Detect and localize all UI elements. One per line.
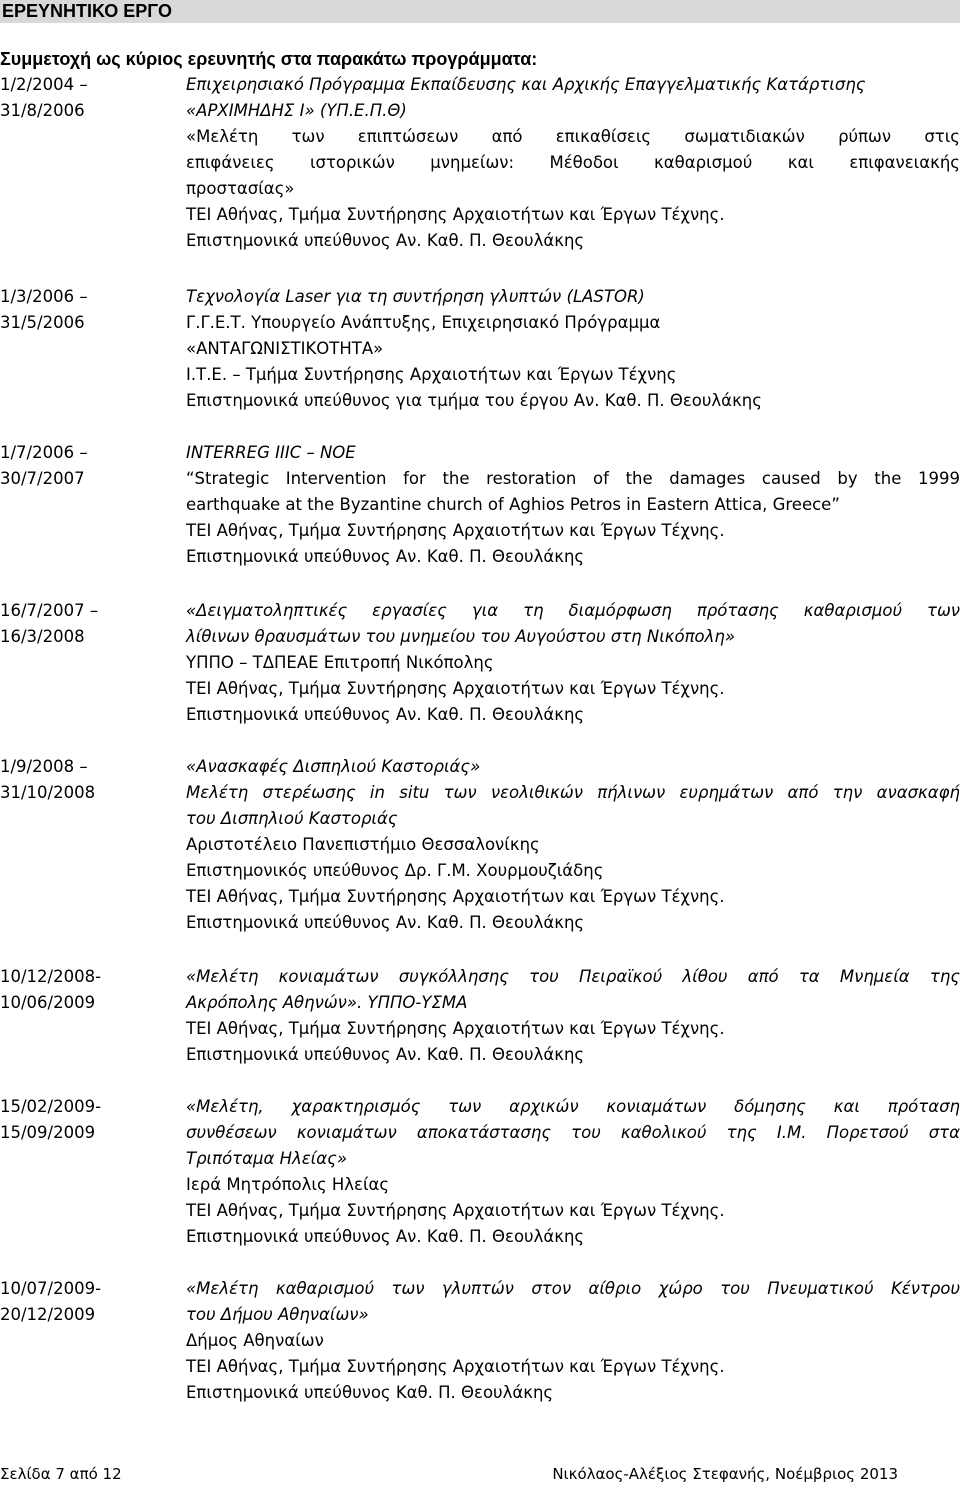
funding-body: ΥΠΠΟ – ΤΔΠΕΑΕ Επιτροπή Νικόπολης — [186, 653, 494, 672]
funding-body: Δήμος Αθηναίων — [186, 1331, 324, 1350]
date-start: 1/7/2006 – — [0, 443, 88, 462]
funding-body: Ιερά Μητρόπολις Ηλείας — [186, 1175, 390, 1194]
supervisor: Επιστημονικά υπεύθυνος Αν. Καθ. Π. Θεουλάκης — [186, 547, 585, 566]
funding-body: Γ.Γ.Ε.Τ. Υπουργείο Ανάπτυξης, Επιχειρησιακό Πρόγραμμα — [186, 313, 661, 332]
entry-description — [186, 598, 960, 728]
entry-dates — [0, 1094, 180, 1146]
partner-institution: Αριστοτέλειο Πανεπιστήμιο Θεσσαλονίκης — [186, 835, 540, 854]
program-name: INTERREG IIIC – NOE — [186, 443, 356, 462]
partner-supervisor: Επιστημονικός υπεύθυνος Δρ. Γ.Μ. Χουρμουζιάδης — [186, 861, 604, 880]
date-end: 30/7/2007 — [0, 469, 85, 488]
date-start: 1/9/2008 – — [0, 757, 88, 776]
date-end: 10/06/2009 — [0, 993, 96, 1012]
project-title-end: προστασίας» — [186, 179, 295, 198]
entry-dates — [0, 754, 180, 806]
project-title: «Μελέτη των επιπτώσεων από επικαθίσεις σωματιδιακών ρύπων στις — [186, 127, 960, 146]
supervisor: Επιστημονικά υπεύθυνος Αν. Καθ. Π. Θεουλάκης — [186, 1045, 585, 1064]
institution: ΤΕΙ Αθήνας, Τμήμα Συντήρησης Αρχαιοτήτων και Έργων Τέχνης. — [186, 1357, 725, 1376]
date-start: 10/12/2008- — [0, 967, 102, 986]
project-title: «Μελέτη κονιαμάτων συγκόλλησης του Πειραϊκού λίθου από τα Μνημεία της — [186, 967, 960, 986]
institution: ΤΕΙ Αθήνας, Τμήμα Συντήρησης Αρχαιοτήτων και Έργων Τέχνης. — [186, 679, 725, 698]
project-title: «Δειγματοληπτικές εργασίες για τη διαμόρφωση πρότασης καθαρισμού των — [186, 601, 960, 620]
entry-description — [186, 72, 960, 254]
entry-dates — [0, 72, 180, 124]
project-subtitle: Μελέτη στερέωσης in situ των νεολιθικών πήλινων ευρημάτων από την ανασκαφή — [186, 783, 960, 802]
entry-dates — [0, 284, 180, 336]
project-title: «Μελέτη καθαρισμού των γλυπτών στον αίθριο χώρο του Πνευματικού Κέντρου — [186, 1279, 960, 1298]
institution: ΤΕΙ Αθήνας, Τμήμα Συντήρησης Αρχαιοτήτων και Έργων Τέχνης. — [186, 205, 725, 224]
supervisor: Επιστημονικά υπεύθυνος Αν. Καθ. Π. Θεουλάκης — [186, 231, 585, 250]
author-date: Νικόλαος-Αλέξιος Στεφανής, Νοέμβριος 2013 — [552, 1465, 898, 1483]
entry-description — [186, 754, 960, 936]
entry-description — [186, 1094, 960, 1250]
institution: Ι.Τ.Ε. – Τμήμα Συντήρησης Αρχαιοτήτων και Έργων Τέχνης — [186, 365, 677, 384]
entry-dates — [0, 964, 180, 1016]
section-heading: ΕΡΕΥΝΗΤΙΚΟ ΕΡΓΟ — [0, 0, 960, 23]
entry-description — [186, 284, 960, 414]
project-subtitle-cont: του Δισπηλιού Καστοριάς — [186, 809, 398, 828]
supervisor: Επιστημονικά υπεύθυνος Αν. Καθ. Π. Θεουλάκης — [186, 913, 585, 932]
supervisor: Επιστημονικά υπεύθυνος Αν. Καθ. Π. Θεουλάκης — [186, 705, 585, 724]
date-end: 16/3/2008 — [0, 627, 85, 646]
supervisor: Επιστημονικά υπεύθυνος Αν. Καθ. Π. Θεουλάκης — [186, 1227, 585, 1246]
project-title-cont: earthquake at the Byzantine church of Aghios Petros in Eastern Attica, Greece” — [186, 495, 840, 514]
date-end: 31/8/2006 — [0, 101, 85, 120]
intro-title: Συμμετοχή ως κύριος ερευνητής στα παρακάτω προγράμματα: — [0, 49, 538, 69]
page-number: Σελίδα 7 από 12 — [0, 1465, 122, 1483]
date-end: 31/5/2006 — [0, 313, 85, 332]
program-name: Επιχειρησιακό Πρόγραμμα Εκπαίδευσης και Αρχικής Επαγγελματικής Κατάρτισης — [186, 75, 866, 94]
project-title-end: Τριπόταμα Ηλείας» — [186, 1149, 348, 1168]
project-title: «Ανασκαφές Δισπηλιού Καστοριάς» — [186, 757, 481, 776]
project-title: “Strategic Intervention for the restoration of the damages caused by the 1999 — [186, 469, 960, 488]
project-title-cont: Ακρόπολης Αθηνών». ΥΠΠΟ-ΥΣΜΑ — [186, 993, 468, 1012]
project-title-cont: λίθινων θραυσμάτων του μνημείου του Αυγούστου στη Νικόπολη» — [186, 627, 736, 646]
project-title-cont: συνθέσεων κονιαμάτων αποκατάστασης του καθολικού της Ι.Μ. Πορετσού στα — [186, 1123, 960, 1142]
project-title: Τεχνολογία Laser για τη συντήρηση γλυπτών (LASTOR) — [186, 287, 645, 306]
institution: ΤΕΙ Αθήνας, Τμήμα Συντήρησης Αρχαιοτήτων και Έργων Τέχνης. — [186, 1201, 725, 1220]
entry-description — [186, 440, 960, 570]
date-start: 16/7/2007 – — [0, 601, 99, 620]
date-end: 15/09/2009 — [0, 1123, 96, 1142]
program-name: «ΑΝΤΑΓΩΝΙΣΤΙΚΟΤΗΤΑ» — [186, 339, 384, 358]
date-start: 1/3/2006 – — [0, 287, 88, 306]
project-title-cont: επιφάνειες ιστορικών μνημείων: Μέθοδοι καθαρισμού και επιφανειακής — [186, 153, 960, 172]
institution: ΤΕΙ Αθήνας, Τμήμα Συντήρησης Αρχαιοτήτων και Έργων Τέχνης. — [186, 887, 725, 906]
date-end: 31/10/2008 — [0, 783, 96, 802]
institution: ΤΕΙ Αθήνας, Τμήμα Συντήρησης Αρχαιοτήτων και Έργων Τέχνης. — [186, 521, 725, 540]
program-name-cont: «ΑΡΧΙΜΗΔΗΣ Ι» (ΥΠ.Ε.Π.Θ) — [186, 101, 407, 120]
date-start: 15/02/2009- — [0, 1097, 102, 1116]
supervisor: Επιστημονικά υπεύθυνος για τμήμα του έργου Αν. Καθ. Π. Θεουλάκης — [186, 391, 762, 410]
date-end: 20/12/2009 — [0, 1305, 96, 1324]
date-start: 10/07/2009- — [0, 1279, 102, 1298]
institution: ΤΕΙ Αθήνας, Τμήμα Συντήρησης Αρχαιοτήτων και Έργων Τέχνης. — [186, 1019, 725, 1038]
entry-dates — [0, 598, 180, 650]
entry-dates — [0, 440, 180, 492]
entry-description — [186, 964, 960, 1068]
project-title: «Μελέτη, χαρακτηρισμός των αρχικών κονιαμάτων δόμησης και πρόταση — [186, 1097, 960, 1116]
date-start: 1/2/2004 – — [0, 75, 88, 94]
supervisor: Επιστημονικά υπεύθυνος Καθ. Π. Θεουλάκης — [186, 1383, 554, 1402]
entry-description — [186, 1276, 960, 1406]
project-title-cont: του Δήμου Αθηναίων» — [186, 1305, 369, 1324]
entry-dates — [0, 1276, 180, 1328]
